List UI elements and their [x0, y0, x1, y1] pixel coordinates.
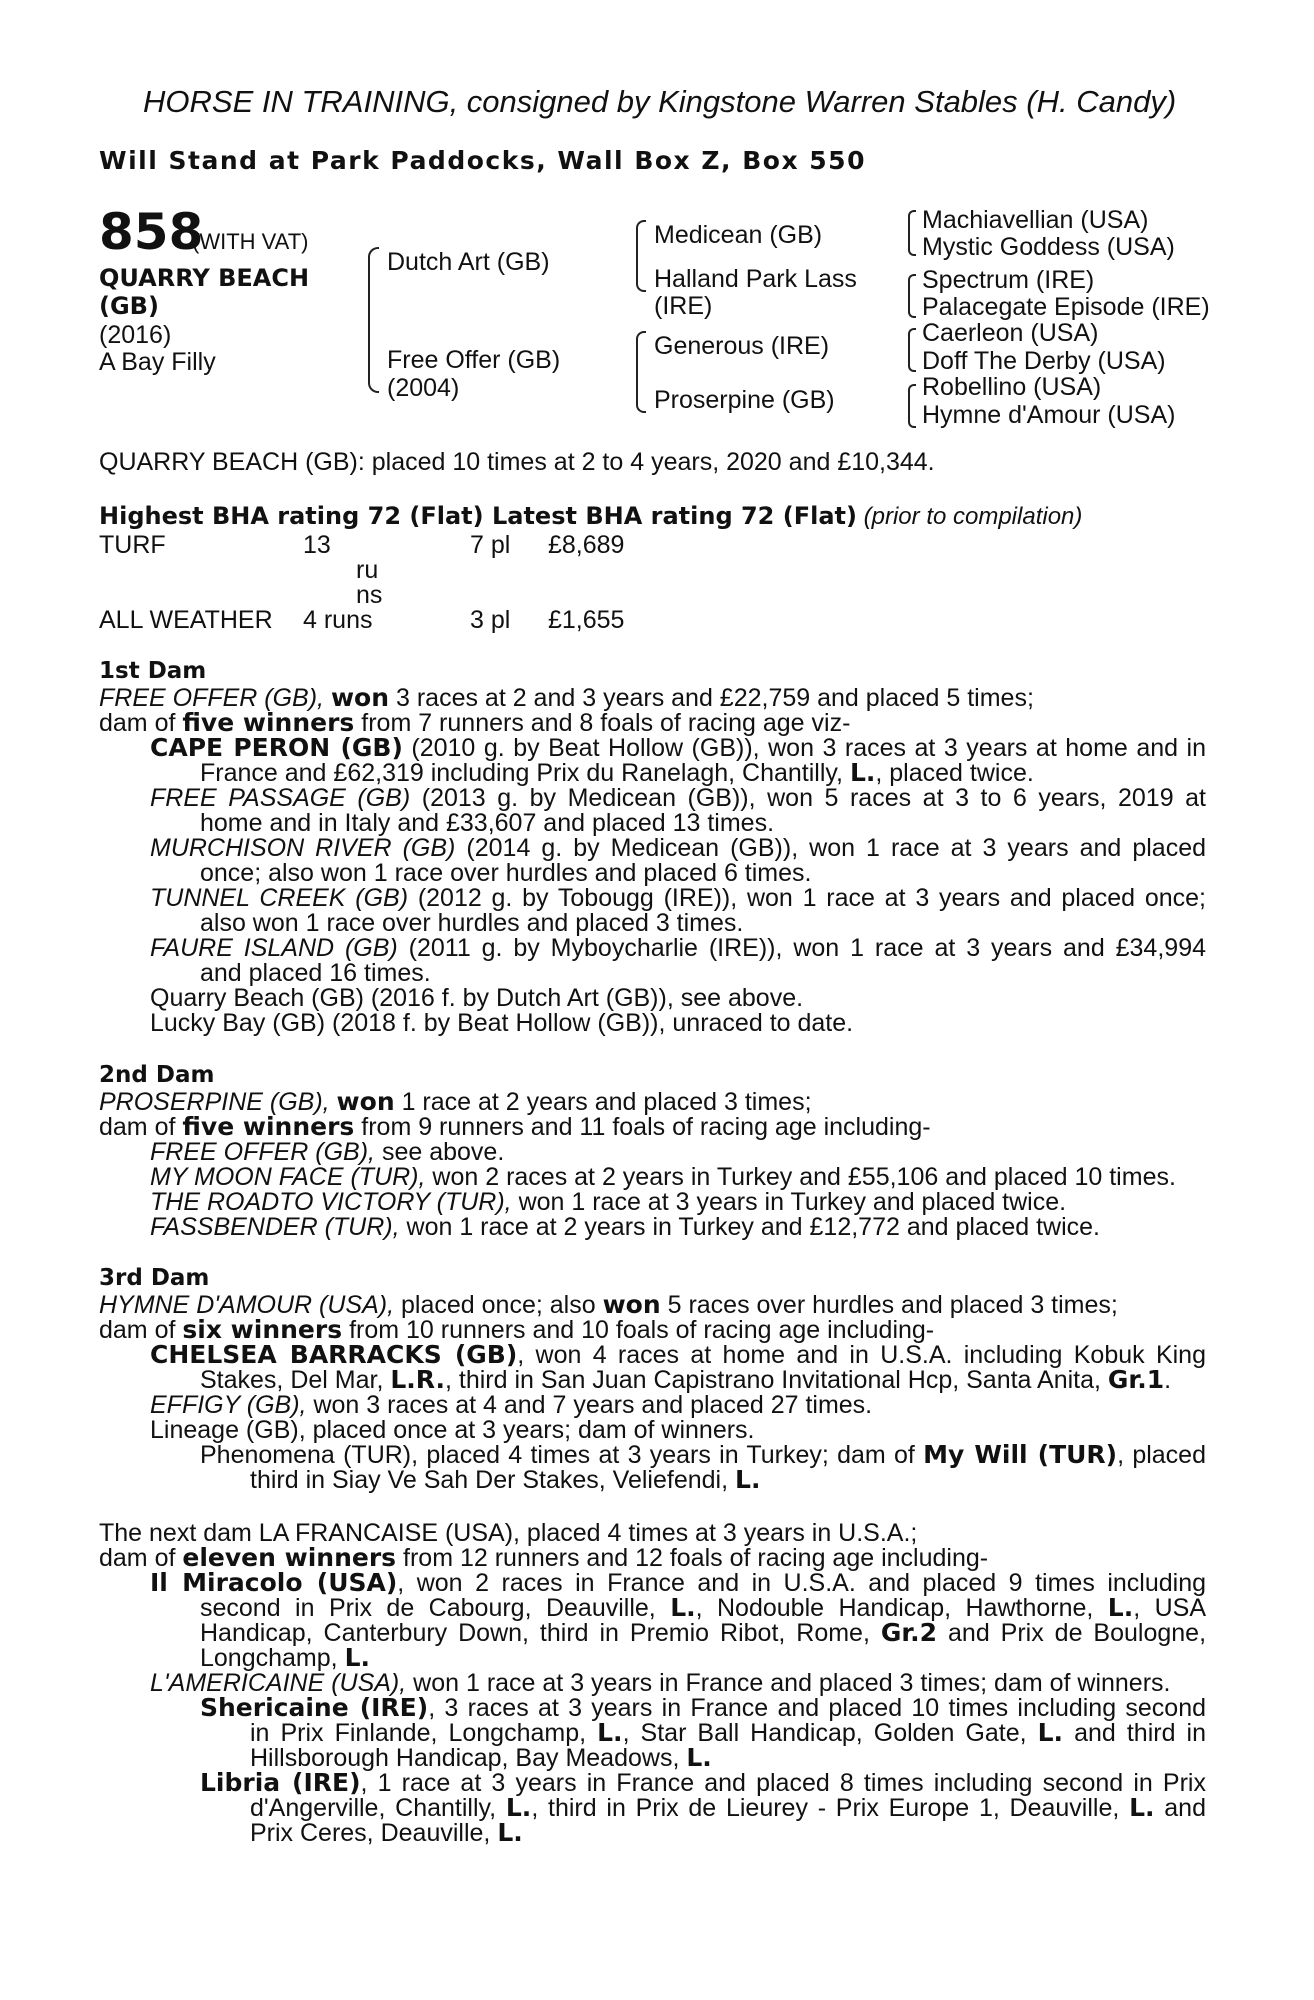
progeny-entry: Quarry Beach (GB) (2016 f. by Dutch Art (GB)), see above.	[150, 984, 804, 1012]
progeny-entry-cont: Stakes, Del Mar, L.R., third in San Juan Capistrano Invitational Hcp, Santa Anita, Gr.1.	[200, 1365, 1172, 1394]
pedigree-ssd: Mystic Goddess (USA)	[922, 233, 1175, 261]
progeny-entry: MURCHISON RIVER (GB) (2014 g. by Medicean (GB)), won 1 race at 3 years and placed	[150, 834, 1206, 862]
progeny-entry-cont: once; also won 1 race over hurdles and placed 6 times.	[200, 859, 812, 887]
progeny-entry-cont: Hillsborough Handicap, Bay Meadows, L.	[250, 1743, 712, 1772]
progeny-entry-cont: in Prix Finlande, Longchamp, L., Star Ball Handicap, Golden Gate, L. and third in	[250, 1718, 1206, 1747]
progeny-entry: FREE PASSAGE (GB) (2013 g. by Medicean (GB)), won 5 races at 3 to 6 years, 2019 at	[150, 784, 1207, 812]
dam-line: dam of six winners from 10 runners and 10 foals of racing age including-	[99, 1315, 935, 1344]
progeny-entry: CHELSEA BARRACKS (GB), won 4 races at home and in U.S.A. including Kobuk King	[150, 1340, 1206, 1369]
progeny-entry: CAPE PERON (GB) (2010 g. by Beat Hollow (GB)), won 3 races at 3 years at home and in	[150, 733, 1206, 762]
horse-name: QUARRY BEACH	[99, 264, 310, 292]
progeny-entry: L'AMERICAINE (USA), won 1 race at 3 years in France and placed 3 times; dam of winners.	[150, 1669, 1171, 1697]
pedigree-brace	[636, 220, 646, 292]
pedigree-brace	[908, 384, 916, 428]
progeny-entry: Libria (IRE), 1 race at 3 years in France and placed 8 times including second in Prix	[200, 1768, 1206, 1797]
ratings-text: Highest BHA rating 72 (Flat) Latest BHA rating 72 (Flat)	[99, 502, 857, 530]
ratings-note: (prior to compilation)	[863, 503, 1083, 530]
lot-number: 858	[99, 203, 204, 261]
turf-runs: 13	[303, 531, 331, 559]
progeny-entry-cont: and placed 16 times.	[200, 959, 431, 987]
turf-label: TURF	[99, 531, 166, 559]
pedigree-brace	[908, 210, 916, 256]
progeny-entry: FAURE ISLAND (GB) (2011 g. by Myboycharlie (IRE)), won 1 race at 3 years and £34,994	[150, 934, 1206, 962]
pedigree-ddd: Hymne d'Amour (USA)	[922, 401, 1176, 429]
pedigree-dss: Caerleon (USA)	[922, 319, 1099, 347]
aw-runs: 4 runs	[303, 606, 373, 634]
pedigree-sire-sire: Medicean (GB)	[654, 221, 823, 249]
progeny-entry: THE ROADTO VICTORY (TUR), won 1 race at 3 years in Turkey and placed twice.	[150, 1188, 1067, 1216]
dam-line: PROSERPINE (GB), won 1 race at 2 years and placed 3 times;	[99, 1087, 812, 1116]
pedigree-dam-year: (2004)	[387, 374, 460, 402]
progeny-entry: MY MOON FACE (TUR), won 2 races at 2 years in Turkey and £55,106 and placed 10 times.	[150, 1163, 1176, 1191]
progeny-entry-cont: third in Siay Ve Sah Der Stakes, Veliefendi, L.	[250, 1465, 761, 1494]
vat-note: (WITH VAT)	[192, 229, 309, 254]
progeny-entry: Phenomena (TUR), placed 4 times at 3 years in Turkey; dam of My Will (TUR), placed	[200, 1440, 1206, 1469]
pedigree-dds: Robellino (USA)	[922, 373, 1102, 401]
dam-line: dam of eleven winners from 12 runners and 12 foals of racing age including-	[99, 1543, 989, 1572]
pedigree-dam-sire: Generous (IRE)	[654, 332, 830, 360]
aw-prize: £1,655	[548, 606, 625, 634]
progeny-entry: Lucky Bay (GB) (2018 f. by Beat Hollow (GB)), unraced to date.	[150, 1009, 854, 1037]
section-heading: 2nd Dam	[99, 1062, 215, 1088]
pedigree-brace	[908, 274, 916, 318]
progeny-entry: Il Miracolo (USA), won 2 races in France and in U.S.A. and placed 9 times including	[150, 1568, 1206, 1597]
pedigree-dam: Free Offer (GB)	[387, 346, 561, 374]
progeny-entry-cont: Handicap, Canterbury Down, third in Premio Ribot, Rome, Gr.2 and Prix de Boulogne,	[200, 1618, 1207, 1647]
stand-location: Will Stand at Park Paddocks, Wall Box Z, Box 550	[99, 146, 866, 175]
turf-runs-cont: ru	[356, 556, 379, 584]
horse-description: A Bay Filly	[99, 348, 216, 376]
progeny-entry-cont: Prix Ceres, Deauville, L.	[250, 1818, 523, 1847]
dam-line: HYMNE D'AMOUR (USA), placed once; also won 5 races over hurdles and placed 3 times;	[99, 1290, 1118, 1319]
section-heading: 1st Dam	[99, 658, 207, 684]
horse-name-origin: (GB)	[99, 292, 159, 320]
turf-placed: 7 pl	[470, 531, 511, 559]
progeny-entry-cont: d'Angerville, Chantilly, L., third in Prix de Lieurey - Prix Europe 1, Deauville, L. and	[250, 1793, 1206, 1822]
progeny-entry: FREE OFFER (GB), see above.	[150, 1138, 505, 1166]
progeny-entry-cont: second in Prix de Cabourg, Deauville, L., Nodouble Handicap, Hawthorne, L., USA	[200, 1593, 1206, 1622]
pedigree-sire-dam: Halland Park Lass	[654, 265, 857, 293]
turf-prize: £8,689	[548, 531, 625, 559]
aw-placed: 3 pl	[470, 606, 511, 634]
progeny-entry-cont: also won 1 race over hurdles and placed 3 times.	[200, 909, 744, 937]
dam-line: dam of five winners from 9 runners and 11 foals of racing age including-	[99, 1112, 931, 1141]
progeny-entry: Lineage (GB), placed once at 3 years; dam of winners.	[150, 1416, 755, 1444]
pedigree-brace	[636, 331, 646, 413]
pedigree-sire-dam-origin: (IRE)	[654, 292, 713, 320]
section-heading: 3rd Dam	[99, 1265, 210, 1291]
turf-runs-cont: ns	[356, 581, 383, 609]
pedigree-sdd: Palacegate Episode (IRE)	[922, 293, 1210, 321]
foaling-year: (2016)	[99, 321, 172, 349]
dam-line: dam of five winners from 7 runners and 8 foals of racing age viz-	[99, 708, 851, 737]
race-summary: QUARRY BEACH (GB): placed 10 times at 2 to 4 years, 2020 and £10,344.	[99, 448, 935, 476]
progeny-entry: FASSBENDER (TUR), won 1 race at 2 years in Turkey and £12,772 and placed twice.	[150, 1213, 1100, 1241]
pedigree-sss: Machiavellian (USA)	[922, 206, 1149, 234]
pedigree-sire: Dutch Art (GB)	[387, 248, 550, 276]
dam-line: The next dam LA FRANCAISE (USA), placed 4 times at 3 years in U.S.A.;	[99, 1519, 918, 1547]
progeny-entry: EFFIGY (GB), won 3 races at 4 and 7 years and placed 27 times.	[150, 1391, 873, 1419]
progeny-entry: TUNNEL CREEK (GB) (2012 g. by Tobougg (IRE)), won 1 race at 3 years and placed once;	[150, 884, 1206, 912]
pedigree-brace	[908, 328, 916, 372]
progeny-entry-cont: France and £62,319 including Prix du Ranelagh, Chantilly, L., placed twice.	[200, 758, 1034, 787]
pedigree-brace	[368, 247, 379, 393]
progeny-entry-cont: Longchamp, L.	[200, 1643, 370, 1672]
ratings-line	[99, 502, 1082, 531]
pedigree-sds: Spectrum (IRE)	[922, 266, 1095, 294]
pedigree-dsd: Doff The Derby (USA)	[922, 347, 1166, 375]
progeny-entry: Shericaine (IRE), 3 races at 3 years in France and placed 10 times including second	[200, 1693, 1206, 1722]
progeny-entry-cont: home and in Italy and £33,607 and placed 13 times.	[200, 809, 775, 837]
page-title: HORSE IN TRAINING, consigned by Kingstone Warren Stables (H. Candy)	[143, 84, 1177, 119]
dam-line: FREE OFFER (GB), won 3 races at 2 and 3 years and £22,759 and placed 5 times;	[99, 683, 1034, 712]
aw-label: ALL WEATHER	[99, 606, 273, 634]
pedigree-dam-dam: Proserpine (GB)	[654, 386, 835, 414]
